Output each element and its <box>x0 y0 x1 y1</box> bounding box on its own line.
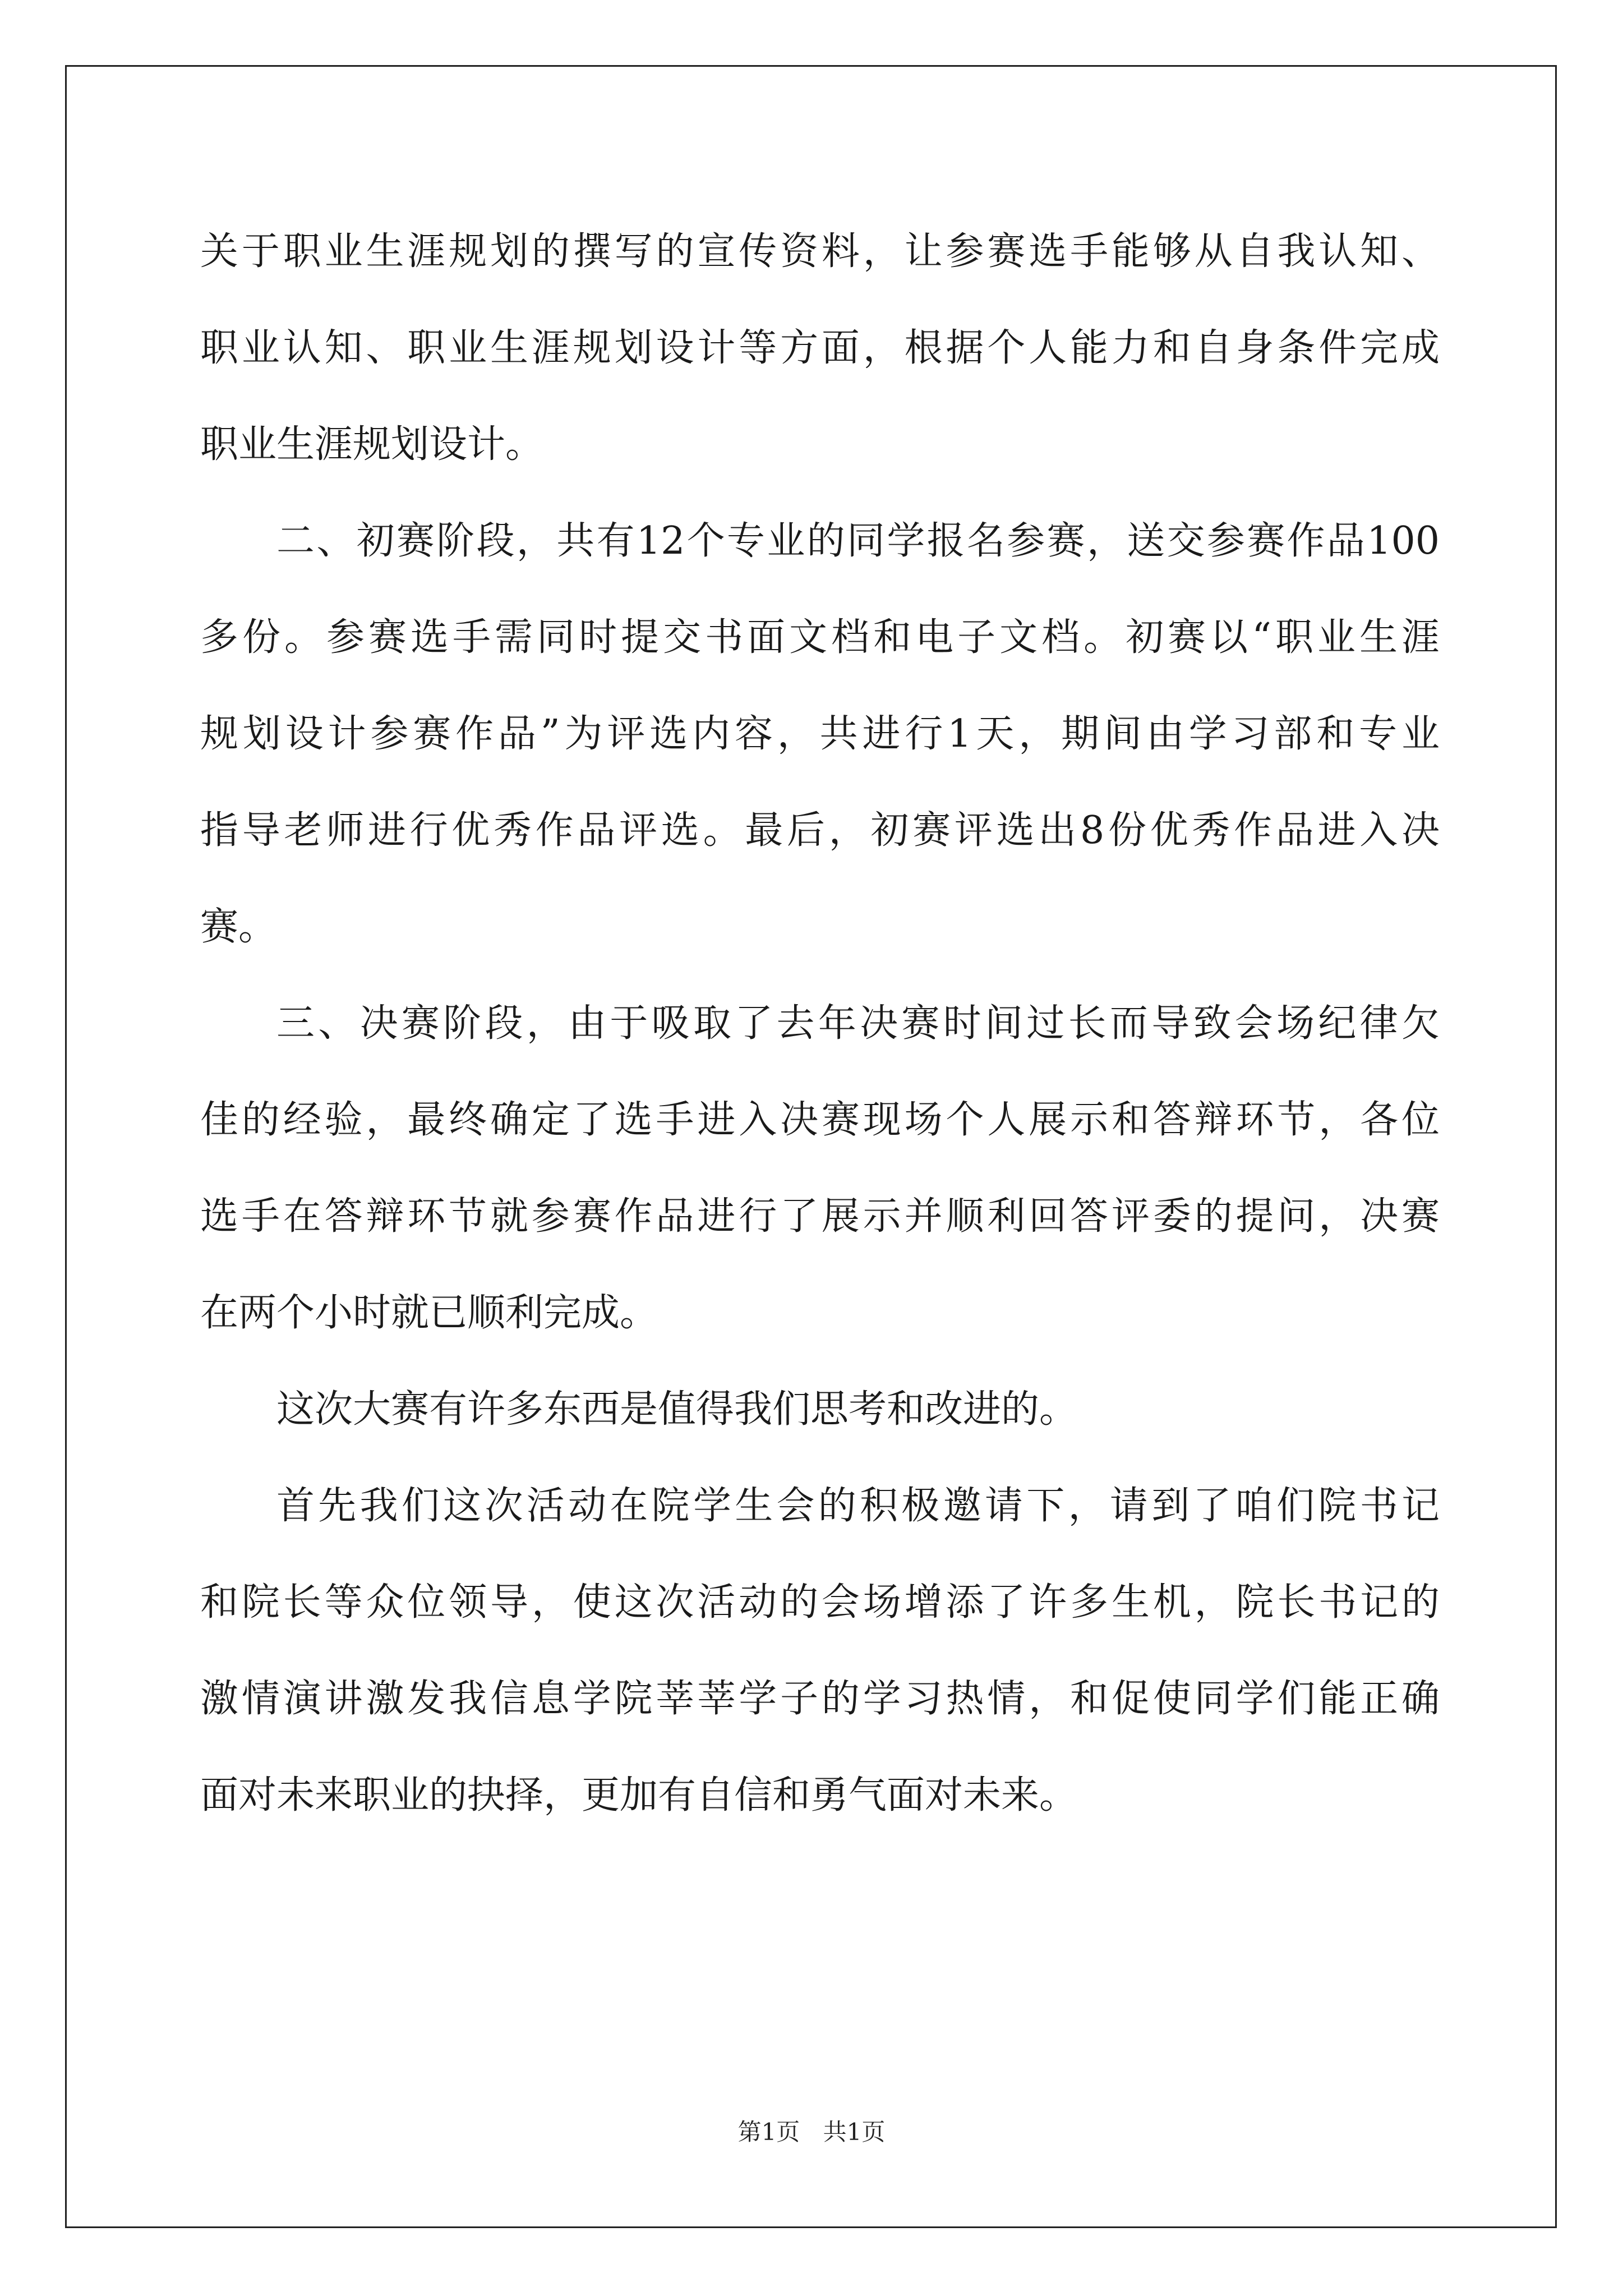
text-line: 职业认知、职业生涯规划设计等方面，根据个人能力和自身条件完成 <box>200 326 1440 370</box>
text-line: 规划设计参赛作品”为评选内容，共进行1天，期间由学习部和专业 <box>200 712 1440 756</box>
text-line: 选手在答辩环节就参赛作品进行了展示并顺利回答评委的提问，决赛 <box>200 1194 1440 1239</box>
page-total: 共1页 <box>823 2118 886 2146</box>
text-line: 佳的经验，最终确定了选手进入决赛现场个人展示和答辩环节，各位 <box>200 1098 1440 1142</box>
paragraph <box>200 976 1440 1361</box>
text-line: 首先我们这次活动在院学生会的积极邀请下，请到了咱们院书记 <box>276 1484 1440 1528</box>
page-footer <box>0 2114 1623 2147</box>
document-body <box>200 204 1440 1844</box>
text-line: 指导老师进行优秀作品评选。最后，初赛评选出8份优秀作品进入决 <box>200 808 1440 853</box>
text-line: 三、决赛阶段，由于吸取了去年决赛时间过长而导致会场纪律欠 <box>276 1001 1440 1046</box>
text-line: 二、初赛阶段，共有12个专业的同学报名参赛，送交参赛作品100 <box>276 519 1440 563</box>
text-line: 关于职业生涯规划的撰写的宣传资料，让参赛选手能够从自我认知、 <box>200 229 1440 274</box>
text-line: 和院长等众位领导，使这次活动的会场增添了许多生机，院长书记的 <box>200 1580 1440 1625</box>
text-line: 多份。参赛选手需同时提交书面文档和电子文档。初赛以“职业生涯 <box>200 615 1440 660</box>
paragraph <box>200 1458 1440 1844</box>
text-line: 激情演讲激发我信息学院莘莘学子的学习热情，和促使同学们能正确 <box>200 1677 1440 1721</box>
text-line: 面对未来职业的抉择，更加有自信和勇气面对未来。 <box>200 1773 1078 1818</box>
text-line: 赛。 <box>200 905 277 949</box>
text-line: 在两个小时就已顺利完成。 <box>200 1291 658 1335</box>
paragraph <box>200 204 1440 493</box>
text-line: 职业生涯规划设计。 <box>200 422 544 467</box>
paragraph <box>200 1361 1440 1458</box>
paragraph <box>200 493 1440 976</box>
page-number: 第1页 <box>737 2118 800 2146</box>
text-line: 这次大赛有许多东西是值得我们思考和改进的。 <box>276 1387 1078 1432</box>
